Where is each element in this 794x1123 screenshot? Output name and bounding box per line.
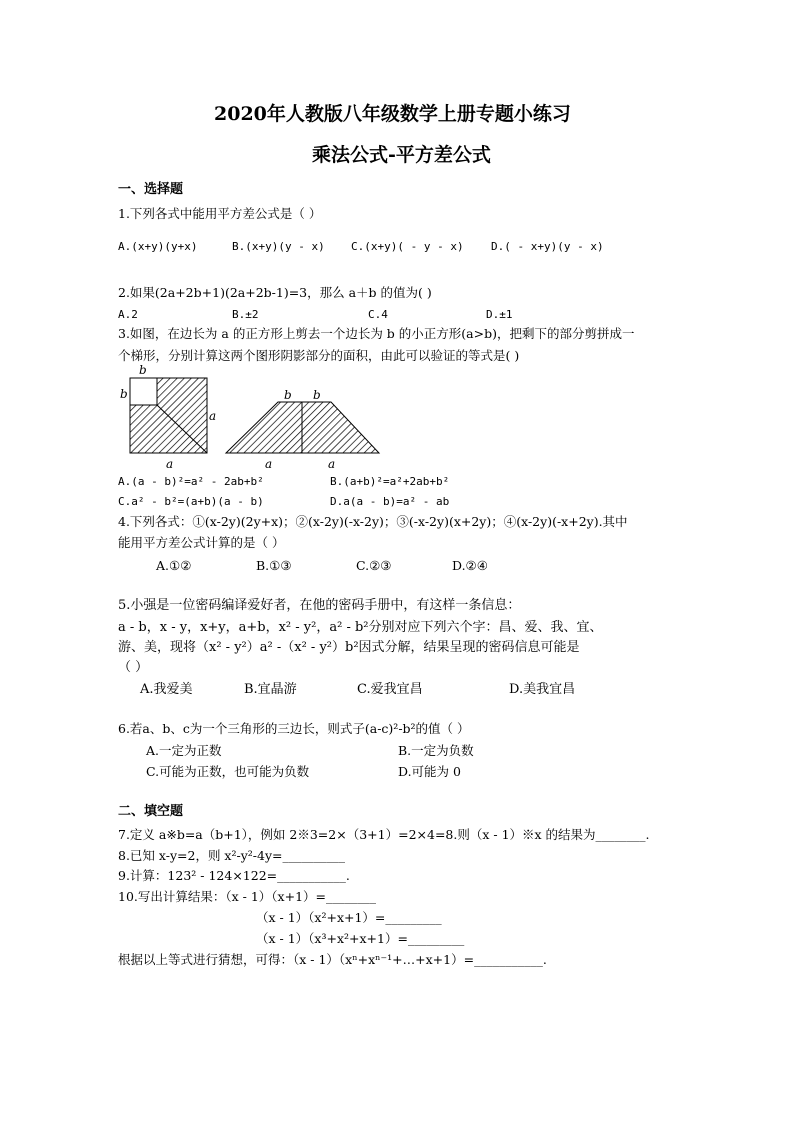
q3-option-b: B.(a+b)²=a²+2ab+b² xyxy=(330,475,450,488)
q5-option-c: C.爱我宜昌 xyxy=(357,682,423,697)
doc-subtitle: 乘法公式-平方差公式 xyxy=(312,144,491,166)
q6-option-b: B.一定为负数 xyxy=(398,743,474,758)
q10-line4: 根据以上等式进行猜想，可得：（x - 1）（xⁿ+xⁿ⁻¹+…+x+1）=___________. xyxy=(118,952,547,967)
q6-option-c: C.可能为正数，也可能为负数 xyxy=(146,764,310,779)
label-a-right: a xyxy=(209,409,217,423)
q1-option-b: B.(x+y)(y - x) xyxy=(232,240,325,253)
label-b-left: b xyxy=(120,387,128,401)
label-trap-b2: b xyxy=(313,388,321,402)
section-fill-heading: 二、填空题 xyxy=(118,804,184,819)
q3-stem-line1: 3.如图，在边长为 a 的正方形上剪去一个边长为 b 的小正方形(a>b)，把剩下的部分剪拼成一 xyxy=(118,326,635,341)
q5-option-a: A.我爱美 xyxy=(140,682,193,697)
q10-line2: （x - 1）（x²+x+1）=_________ xyxy=(256,910,442,925)
q4-stem-line1: 4.下列各式：①(x-2y)(2y+x)；②(x-2y)(-x-2y)；③(-x-2y)(x+2y)；④(x-2y)(-x+2y).其中 xyxy=(118,514,628,529)
q2-option-a: A.2 xyxy=(118,308,138,321)
q4-option-a: A.①② xyxy=(156,558,192,573)
q6-option-d: D.可能为 0 xyxy=(398,764,461,779)
q5-option-b: B.宜晶游 xyxy=(244,682,297,697)
q6-stem: 6.若a、b、c为一个三角形的三边长，则式子(a-c)²-b²的值（ ） xyxy=(118,721,470,736)
q1-option-a: A.(x+y)(y+x) xyxy=(118,240,198,253)
q5-option-d: D.美我宜昌 xyxy=(509,682,576,697)
q10-line3: （x - 1）（x³+x²+x+1）=_________ xyxy=(256,931,465,946)
q5-stem-line1: 5.小强是一位密码编译爱好者，在他的密码手册中，有这样一条信息： xyxy=(118,598,521,613)
q5-stem-line4: （ ） xyxy=(118,660,149,675)
q10-line1: 10.写出计算结果：（x - 1）（x+1）=________ xyxy=(118,889,377,904)
q2-option-d: D.±1 xyxy=(486,308,513,321)
q3-option-d: D.a(a - b)=a² - ab xyxy=(330,495,450,508)
label-trap-b1: b xyxy=(284,388,292,402)
label-a-bottom: a xyxy=(166,457,174,470)
q2-option-b: B.±2 xyxy=(232,308,259,321)
q1-option-c: C.(x+y)( - y - x) xyxy=(351,240,464,253)
doc-title: 2020年人教版八年级数学上册专题小练习 xyxy=(214,103,571,125)
q4-stem-line2: 能用平方差公式计算的是（ ） xyxy=(118,535,285,550)
q2-option-c: C.4 xyxy=(368,308,388,321)
q8-text: 8.已知 x-y=2，则 x²-y²-4y=__________ xyxy=(118,848,345,863)
label-trap-a1: a xyxy=(265,457,273,470)
q5-stem-line2: a - b，x - y，x+y，a+b，x² - y²，a² - b²分别对应下列六个字：昌、爱、我、宜、 xyxy=(118,620,603,635)
q9-text: 9.计算：123² - 124×122=___________. xyxy=(118,868,350,883)
q3-figure xyxy=(110,360,410,470)
trapezoid-figure xyxy=(226,402,379,453)
section-choice-heading: 一、选择题 xyxy=(118,182,184,197)
q5-stem-line3: 游、美，现将（x² - y²）a² -（x² - y²）b²因式分解，结果呈现的密码信息可能是 xyxy=(118,640,580,655)
q7-text: 7.定义 a※b=a（b+1），例如 2※3=2×（3+1）=2×4=8.则（x - 1）※x 的结果为________. xyxy=(118,827,650,842)
q2-stem: 2.如果(2a+2b+1)(2a+2b-1)=3，那么 a＋b 的值为( ) xyxy=(118,285,432,300)
q6-option-a: A.一定为正数 xyxy=(146,743,222,758)
q3-option-a: A.(a - b)²=a² - 2ab+b² xyxy=(118,475,264,488)
q1-option-d: D.( - x+y)(y - x) xyxy=(491,240,604,253)
q3-option-c: C.a² - b²=(a+b)(a - b) xyxy=(118,495,264,508)
q4-option-d: D.②④ xyxy=(452,558,488,573)
q4-option-b: B.①③ xyxy=(256,558,292,573)
label-trap-a2: a xyxy=(328,457,336,470)
q4-option-c: C.②③ xyxy=(356,558,392,573)
q3-stem-line2: 个梯形，分别计算这两个图形阴影部分的面积，由此可以验证的等式是( ) xyxy=(118,348,520,363)
label-b-top: b xyxy=(139,363,147,377)
square-figure xyxy=(130,378,207,453)
q1-stem: 1.下列各式中能用平方差公式是（ ） xyxy=(118,206,322,221)
